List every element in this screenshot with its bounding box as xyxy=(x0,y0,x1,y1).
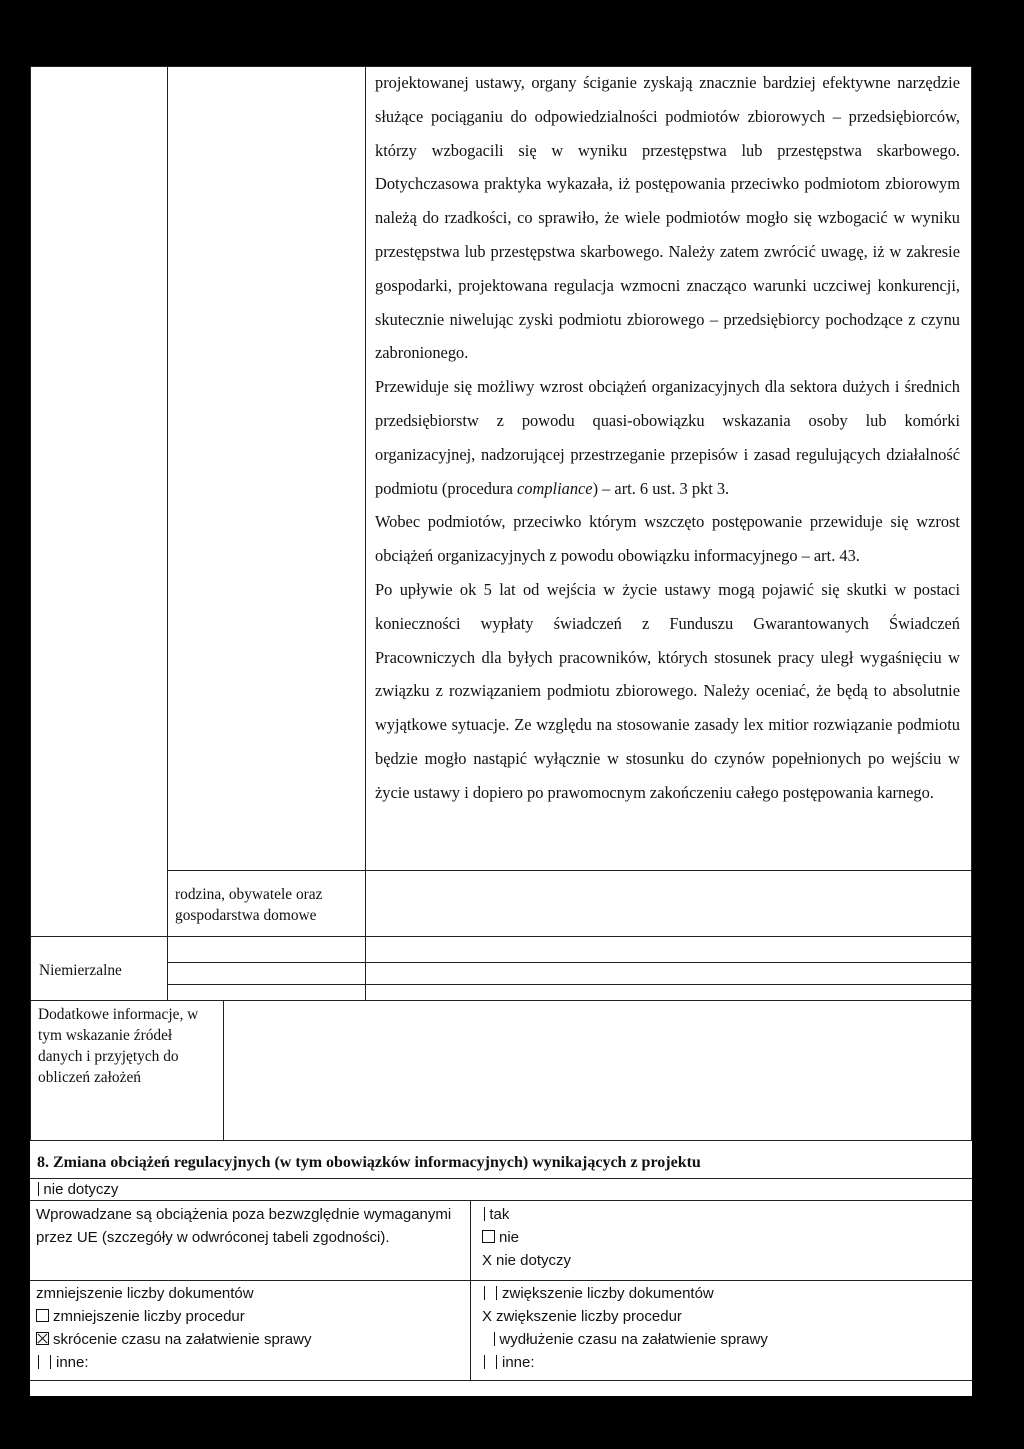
section8-line-4 xyxy=(30,1380,972,1381)
checkbox-empty-icon xyxy=(36,1309,49,1322)
option-inne-left[interactable] xyxy=(36,1351,311,1374)
option-label: inne: xyxy=(56,1354,89,1371)
niemierzalne-label: Niemierzalne xyxy=(39,962,122,979)
table-right-border xyxy=(971,66,972,1140)
answer-nie-label: nie xyxy=(499,1229,520,1246)
column-divider-2 xyxy=(365,66,366,936)
checkbox-empty-icon xyxy=(482,1230,495,1243)
checkbox-checked-icon xyxy=(36,1332,49,1345)
row-divider-dodatkowe xyxy=(30,1000,972,1001)
row-subdivider-1 xyxy=(167,962,972,963)
section8-line-1 xyxy=(30,1178,972,1179)
answer-tak[interactable] xyxy=(482,1203,571,1226)
answer-nie-dotyczy[interactable] xyxy=(482,1249,571,1272)
option-label: zwiększenie liczby dokumentów xyxy=(502,1285,714,1302)
section8-col-divider-2 xyxy=(470,1280,471,1380)
checkbox-bars-icon xyxy=(482,1355,498,1369)
answer-tak-label: tak xyxy=(489,1206,510,1223)
section-8-heading: 8. Zmiana obciążeń regulacyjnych (w tym obowiązków informacyjnych) wynikających z projektu xyxy=(37,1154,701,1171)
checked-x-icon: X xyxy=(482,1252,493,1269)
paragraph-1: projektowanej ustawy, organy ściganie zyskają znacznie bardziej efektywne narzędzie służące pociąganiu do odpowiedzialności podmiotów zbiorowych – przedsiębiorców, którzy wzbogacili się w wyniku przestępstwa lub przestępstwa skarbowego. Dotychczasowa praktyka wykazała, iż postępowania przeciwko podmiotom zbiorowym należą do rzadkości, co sprawiło, że wiele podmiotów mogło się wzbogacić w wyniku przestępstwa lub przestępstwa skarbowego. Należy zatem zwrócić uwagę, iż w zakresie gospodarki, projektowana regulacja wzmocni znacząco warunki uczciwej konkurencji, skutecznie niwelując zyski podmiotu zbiorowego – przedsiębiorcy pochodzące z czynu zabronionego. xyxy=(375,73,960,363)
section8-line-2 xyxy=(30,1200,972,1201)
option-label: zmniejszenie liczby procedur xyxy=(53,1308,245,1325)
option-label: skrócenie czasu na załatwienie sprawy xyxy=(53,1331,312,1348)
dodatkowe-label: Dodatkowe informacje, w tym wskazanie źródeł danych i przyjętych do obliczeń założeń xyxy=(38,1006,199,1086)
niemierzalne-col-1 xyxy=(167,936,168,1000)
option-label: inne: xyxy=(502,1354,535,1371)
option-wydluzenie-czasu[interactable] xyxy=(482,1328,768,1351)
section8-col-divider-1 xyxy=(470,1200,471,1280)
column-divider-1 xyxy=(167,66,168,936)
option-zmniejszenie-dokumentow[interactable] xyxy=(36,1282,311,1305)
dodatkowe-col xyxy=(223,1000,224,1140)
section8-line-3 xyxy=(30,1280,972,1281)
paragraph-2 xyxy=(375,370,960,505)
left-options xyxy=(36,1282,311,1374)
paragraph-2-end: ) – art. 6 ust. 3 pkt 3. xyxy=(592,478,730,498)
answer-nie[interactable] xyxy=(482,1226,571,1249)
row-subdivider-2 xyxy=(167,984,972,985)
table-left-border xyxy=(30,66,31,1140)
option-label: zwiększenie liczby procedur xyxy=(496,1308,682,1325)
row-divider-rodzina xyxy=(167,870,972,871)
impact-description xyxy=(375,66,960,810)
option-zwiekszenie-procedur[interactable] xyxy=(482,1305,768,1328)
eu-burden-question: Wprowadzane są obciążenia poza bezwzględnie wymaganymi przez UE (szczegóły w odwróconej tabeli zgodności). xyxy=(36,1206,452,1246)
checkbox-bars-icon xyxy=(36,1355,52,1369)
option-label: wydłużenie czasu na załatwienie sprawy xyxy=(499,1331,768,1348)
nie-dotyczy-label: nie dotyczy xyxy=(43,1181,119,1198)
checked-x-icon: X xyxy=(482,1308,493,1325)
row-divider-niemierzalne xyxy=(30,936,972,937)
option-zwiekszenie-dokumentow[interactable] xyxy=(482,1282,768,1305)
option-skrocenie-czasu[interactable] xyxy=(36,1328,311,1351)
right-options xyxy=(482,1282,768,1374)
compliance-term: compliance xyxy=(517,478,593,498)
paragraph-2-text: Przewiduje się możliwy wzrost obciążeń organizacyjnych dla sektora dużych i średnich przedsiębiorstw z powodu quasi-obowiązku wskazania osoby lub komórki organizacyjnej, nadzorującej przestrzeganie przepisów i zasad regulujących działalność podmiotu (procedura xyxy=(375,377,960,498)
table-bottom-border xyxy=(30,1140,972,1141)
checkbox-bar-icon xyxy=(484,1207,485,1221)
paragraph-4: Po upływie ok 5 lat od wejścia w życie ustawy mogą pojawić się skutki w postaci konieczności wypłaty świadczeń z Funduszu Gwarantowanych Świadczeń Pracowniczych dla byłych pracowników, których stosunek pracy uległ wygaśnięciu w związku z rozwiązaniem podmiotu zbiorowego. Należy oceniać, że będą to absolutnie wyjątkowe sytuacje. Ze względu na stosowanie zasady lex mitior rozwiązanie podmiotu będzie mogło nastąpić wyłącznie w stosunku do czynów popełnionych po wejściu w życie ustawy i dopiero po prawomocnym zakończeniu całego postępowania karnego. xyxy=(375,579,960,802)
rodzina-label: rodzina, obywatele oraz gospodarstwa domowe xyxy=(175,886,323,924)
nie-dotyczy-option xyxy=(36,1178,118,1201)
checkbox-bar-icon xyxy=(494,1332,495,1346)
checkbox-bars-icon xyxy=(482,1286,498,1300)
niemierzalne-col-2 xyxy=(365,936,366,1000)
option-label: zmniejszenie liczby dokumentów xyxy=(36,1285,254,1302)
option-inne-right[interactable] xyxy=(482,1351,768,1374)
option-zmniejszenie-procedur[interactable] xyxy=(36,1305,311,1328)
eu-burden-answers xyxy=(482,1203,571,1272)
paragraph-3: Wobec podmiotów, przeciwko którym wszczęto postępowanie przewiduje się wzrost obciążeń organizacyjnych z powodu obowiązku informacyjnego – art. 43. xyxy=(375,512,960,566)
document-page xyxy=(30,66,972,1396)
answer-nie-dotyczy-label: nie dotyczy xyxy=(496,1252,572,1269)
checkbox-bar-icon[interactable] xyxy=(38,1182,39,1196)
